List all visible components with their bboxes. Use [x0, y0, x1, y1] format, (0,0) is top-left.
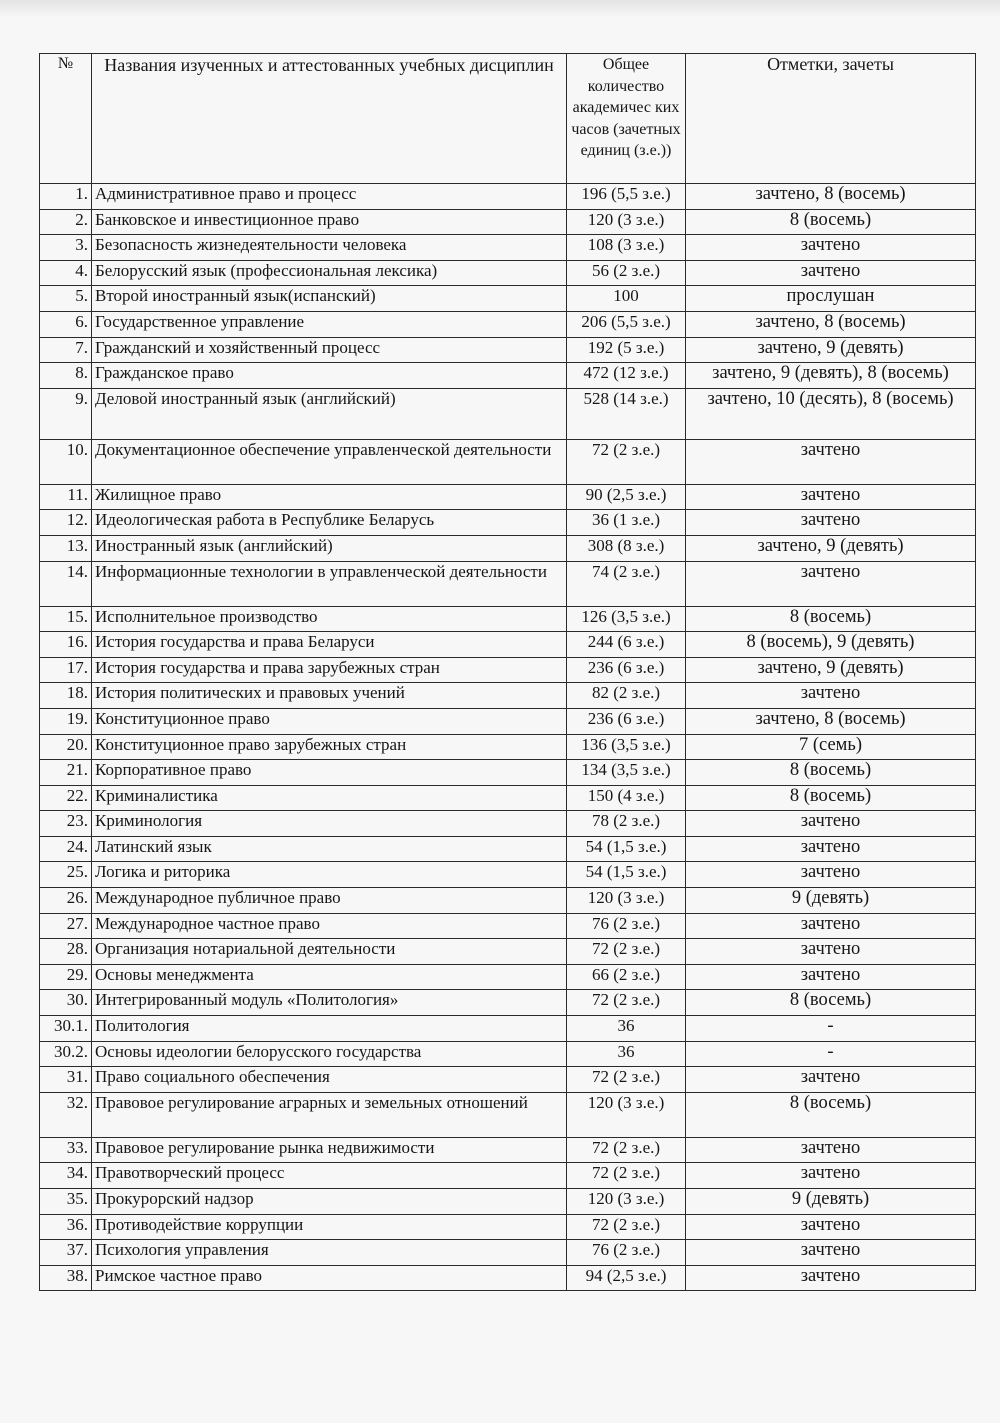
- hours-value: 108 (3 з.е.): [567, 235, 686, 261]
- hours-value: 236 (6 з.е.): [567, 657, 686, 683]
- row-number: 10.: [40, 439, 92, 484]
- row-number: 23.: [40, 811, 92, 837]
- mark-value: 8 (восемь): [686, 990, 976, 1016]
- discipline-name: Международное частное право: [92, 913, 567, 939]
- discipline-name: Белорусский язык (профессиональная лексика): [92, 260, 567, 286]
- mark-value: зачтено: [686, 913, 976, 939]
- discipline-name: Деловой иностранный язык (английский): [92, 388, 567, 439]
- table-row: [40, 606, 976, 632]
- discipline-name: Основы идеологии белорусского государства: [92, 1041, 567, 1067]
- discipline-name: Иностранный язык (английский): [92, 535, 567, 561]
- row-number: 17.: [40, 657, 92, 683]
- hours-value: 120 (3 з.е.): [567, 209, 686, 235]
- table-row: [40, 311, 976, 337]
- table-row: [40, 535, 976, 561]
- mark-value: прослушан: [686, 286, 976, 312]
- hours-value: 72 (2 з.е.): [567, 1214, 686, 1240]
- header-number: №: [40, 54, 92, 184]
- mark-value: зачтено, 9 (девять): [686, 535, 976, 561]
- mark-value: 8 (восемь): [686, 209, 976, 235]
- row-number: 13.: [40, 535, 92, 561]
- table-row: [40, 811, 976, 837]
- hours-value: 54 (1,5 з.е.): [567, 862, 686, 888]
- mark-value: зачтено, 10 (десять), 8 (восемь): [686, 388, 976, 439]
- hours-value: 54 (1,5 з.е.): [567, 836, 686, 862]
- mark-value: зачтено: [686, 1067, 976, 1093]
- row-number: 31.: [40, 1067, 92, 1093]
- discipline-name: История политических и правовых учений: [92, 683, 567, 709]
- hours-value: 236 (6 з.е.): [567, 708, 686, 734]
- discipline-name: Гражданский и хозяйственный процесс: [92, 337, 567, 363]
- hours-value: 206 (5,5 з.е.): [567, 311, 686, 337]
- hours-value: 72 (2 з.е.): [567, 1163, 686, 1189]
- table-row: [40, 1016, 976, 1042]
- table-row: [40, 484, 976, 510]
- row-number: 15.: [40, 606, 92, 632]
- row-number: 11.: [40, 484, 92, 510]
- table-row: [40, 1067, 976, 1093]
- hours-value: 126 (3,5 з.е.): [567, 606, 686, 632]
- mark-value: зачтено: [686, 1163, 976, 1189]
- mark-value: 9 (девять): [686, 1189, 976, 1215]
- discipline-name: Гражданское право: [92, 363, 567, 389]
- table-row: [40, 1265, 976, 1291]
- table-row: [40, 235, 976, 261]
- mark-value: зачтено: [686, 1137, 976, 1163]
- discipline-name: История государства и права Беларуси: [92, 632, 567, 658]
- discipline-name: Правовое регулирование аграрных и земельных отношений: [92, 1092, 567, 1137]
- discipline-name: Политология: [92, 1016, 567, 1042]
- row-number: 25.: [40, 862, 92, 888]
- discipline-name: История государства и права зарубежных стран: [92, 657, 567, 683]
- hours-value: 90 (2,5 з.е.): [567, 484, 686, 510]
- hours-value: 472 (12 з.е.): [567, 363, 686, 389]
- table-row: [40, 708, 976, 734]
- row-number: 35.: [40, 1189, 92, 1215]
- mark-value: 7 (семь): [686, 734, 976, 760]
- discipline-name: Основы менеджмента: [92, 964, 567, 990]
- discipline-name: Идеологическая работа в Республике Беларусь: [92, 510, 567, 536]
- mark-value: зачтено: [686, 811, 976, 837]
- table-row: [40, 990, 976, 1016]
- table-row: [40, 388, 976, 439]
- mark-value: -: [686, 1041, 976, 1067]
- table-body: [40, 184, 976, 1291]
- discipline-name: Правовое регулирование рынка недвижимости: [92, 1137, 567, 1163]
- table-row: [40, 836, 976, 862]
- row-number: 20.: [40, 734, 92, 760]
- table-row: [40, 632, 976, 658]
- discipline-name: Интегрированный модуль «Политология»: [92, 990, 567, 1016]
- mark-value: зачтено, 8 (восемь): [686, 184, 976, 210]
- mark-value: зачтено, 9 (девять): [686, 337, 976, 363]
- row-number: 6.: [40, 311, 92, 337]
- table-row: [40, 561, 976, 606]
- mark-value: зачтено: [686, 1214, 976, 1240]
- table-row: [40, 1214, 976, 1240]
- mark-value: зачтено, 9 (девять): [686, 657, 976, 683]
- mark-value: зачтено: [686, 939, 976, 965]
- mark-value: зачтено, 8 (восемь): [686, 311, 976, 337]
- header-discipline-name: Названия изученных и аттестованных учебных дисциплин: [92, 54, 567, 184]
- row-number: 12.: [40, 510, 92, 536]
- mark-value: зачтено: [686, 683, 976, 709]
- table-row: [40, 337, 976, 363]
- discipline-name: Римское частное право: [92, 1265, 567, 1291]
- hours-value: 100: [567, 286, 686, 312]
- row-number: 21.: [40, 760, 92, 786]
- hours-value: 150 (4 з.е.): [567, 785, 686, 811]
- header-hours: Общее количество академичес ких часов (зачетных единиц (з.е.)): [567, 54, 686, 184]
- row-number: 18.: [40, 683, 92, 709]
- hours-value: 36 (1 з.е.): [567, 510, 686, 536]
- discipline-name: Безопасность жизнедеятельности человека: [92, 235, 567, 261]
- mark-value: зачтено, 8 (восемь): [686, 708, 976, 734]
- mark-value: зачтено: [686, 260, 976, 286]
- discipline-name: Прокурорский надзор: [92, 1189, 567, 1215]
- hours-value: 308 (8 з.е.): [567, 535, 686, 561]
- mark-value: зачтено: [686, 1240, 976, 1266]
- hours-value: 76 (2 з.е.): [567, 913, 686, 939]
- hours-value: 72 (2 з.е.): [567, 1067, 686, 1093]
- row-number: 36.: [40, 1214, 92, 1240]
- hours-value: 36: [567, 1041, 686, 1067]
- mark-value: 8 (восемь), 9 (девять): [686, 632, 976, 658]
- row-number: 32.: [40, 1092, 92, 1137]
- row-number: 16.: [40, 632, 92, 658]
- discipline-name: Психология управления: [92, 1240, 567, 1266]
- table-header-row: [40, 54, 976, 184]
- mark-value: зачтено: [686, 439, 976, 484]
- row-number: 22.: [40, 785, 92, 811]
- mark-value: 8 (восемь): [686, 1092, 976, 1137]
- table-row: [40, 510, 976, 536]
- mark-value: зачтено: [686, 484, 976, 510]
- table-row: [40, 260, 976, 286]
- discipline-name: Правотворческий процесс: [92, 1163, 567, 1189]
- hours-value: 120 (3 з.е.): [567, 888, 686, 914]
- discipline-name: Исполнительное производство: [92, 606, 567, 632]
- hours-value: 196 (5,5 з.е.): [567, 184, 686, 210]
- hours-value: 56 (2 з.е.): [567, 260, 686, 286]
- table-row: [40, 888, 976, 914]
- table-row: [40, 862, 976, 888]
- row-number: 9.: [40, 388, 92, 439]
- discipline-name: Конституционное право зарубежных стран: [92, 734, 567, 760]
- hours-value: 120 (3 з.е.): [567, 1189, 686, 1215]
- row-number: 27.: [40, 913, 92, 939]
- discipline-name: Административное право и процесс: [92, 184, 567, 210]
- row-number: 38.: [40, 1265, 92, 1291]
- table-row: [40, 1240, 976, 1266]
- row-number: 5.: [40, 286, 92, 312]
- mark-value: зачтено: [686, 836, 976, 862]
- table-row: [40, 939, 976, 965]
- mark-value: зачтено: [686, 235, 976, 261]
- row-number: 28.: [40, 939, 92, 965]
- row-number: 37.: [40, 1240, 92, 1266]
- table-row: [40, 1092, 976, 1137]
- hours-value: 82 (2 з.е.): [567, 683, 686, 709]
- row-number: 33.: [40, 1137, 92, 1163]
- mark-value: зачтено: [686, 510, 976, 536]
- row-number: 30.: [40, 990, 92, 1016]
- table-row: [40, 209, 976, 235]
- hours-value: 192 (5 з.е.): [567, 337, 686, 363]
- row-number: 34.: [40, 1163, 92, 1189]
- row-number: 30.2.: [40, 1041, 92, 1067]
- table-row: [40, 657, 976, 683]
- hours-value: 72 (2 з.е.): [567, 439, 686, 484]
- discipline-name: Банковское и инвестиционное право: [92, 209, 567, 235]
- discipline-name: Второй иностранный язык(испанский): [92, 286, 567, 312]
- table-row: [40, 1163, 976, 1189]
- hours-value: 134 (3,5 з.е.): [567, 760, 686, 786]
- hours-value: 136 (3,5 з.е.): [567, 734, 686, 760]
- row-number: 7.: [40, 337, 92, 363]
- discipline-name: Конституционное право: [92, 708, 567, 734]
- table-row: [40, 1041, 976, 1067]
- hours-value: 72 (2 з.е.): [567, 939, 686, 965]
- discipline-name: Право социального обеспечения: [92, 1067, 567, 1093]
- hours-value: 36: [567, 1016, 686, 1042]
- grades-table: [39, 53, 976, 1291]
- hours-value: 72 (2 з.е.): [567, 990, 686, 1016]
- discipline-name: Корпоративное право: [92, 760, 567, 786]
- discipline-name: Криминология: [92, 811, 567, 837]
- table-row: [40, 1137, 976, 1163]
- row-number: 14.: [40, 561, 92, 606]
- mark-value: 9 (девять): [686, 888, 976, 914]
- mark-value: зачтено, 9 (девять), 8 (восемь): [686, 363, 976, 389]
- header-marks: Отметки, зачеты: [686, 54, 976, 184]
- table-row: [40, 439, 976, 484]
- hours-value: 72 (2 з.е.): [567, 1137, 686, 1163]
- mark-value: 8 (восемь): [686, 606, 976, 632]
- discipline-name: Информационные технологии в управленческой деятельности: [92, 561, 567, 606]
- row-number: 19.: [40, 708, 92, 734]
- discipline-name: Государственное управление: [92, 311, 567, 337]
- discipline-name: Криминалистика: [92, 785, 567, 811]
- table-row: [40, 683, 976, 709]
- table-row: [40, 964, 976, 990]
- discipline-name: Международное публичное право: [92, 888, 567, 914]
- table-row: [40, 734, 976, 760]
- discipline-name: Противодействие коррупции: [92, 1214, 567, 1240]
- table-row: [40, 363, 976, 389]
- mark-value: зачтено: [686, 862, 976, 888]
- mark-value: зачтено: [686, 561, 976, 606]
- row-number: 4.: [40, 260, 92, 286]
- hours-value: 528 (14 з.е.): [567, 388, 686, 439]
- row-number: 3.: [40, 235, 92, 261]
- row-number: 29.: [40, 964, 92, 990]
- discipline-name: Логика и риторика: [92, 862, 567, 888]
- hours-value: 244 (6 з.е.): [567, 632, 686, 658]
- discipline-name: Документационное обеспечение управленческой деятельности: [92, 439, 567, 484]
- mark-value: зачтено: [686, 964, 976, 990]
- mark-value: зачтено: [686, 1265, 976, 1291]
- table-row: [40, 760, 976, 786]
- mark-value: 8 (восемь): [686, 760, 976, 786]
- row-number: 2.: [40, 209, 92, 235]
- table-row: [40, 1189, 976, 1215]
- hours-value: 78 (2 з.е.): [567, 811, 686, 837]
- hours-value: 66 (2 з.е.): [567, 964, 686, 990]
- row-number: 24.: [40, 836, 92, 862]
- mark-value: -: [686, 1016, 976, 1042]
- row-number: 26.: [40, 888, 92, 914]
- row-number: 1.: [40, 184, 92, 210]
- discipline-name: Латинский язык: [92, 836, 567, 862]
- row-number: 8.: [40, 363, 92, 389]
- hours-value: 74 (2 з.е.): [567, 561, 686, 606]
- hours-value: 76 (2 з.е.): [567, 1240, 686, 1266]
- mark-value: 8 (восемь): [686, 785, 976, 811]
- table-row: [40, 785, 976, 811]
- table-row: [40, 286, 976, 312]
- hours-value: 120 (3 з.е.): [567, 1092, 686, 1137]
- table-row: [40, 184, 976, 210]
- discipline-name: Жилищное право: [92, 484, 567, 510]
- row-number: 30.1.: [40, 1016, 92, 1042]
- discipline-name: Организация нотариальной деятельности: [92, 939, 567, 965]
- table-row: [40, 913, 976, 939]
- hours-value: 94 (2,5 з.е.): [567, 1265, 686, 1291]
